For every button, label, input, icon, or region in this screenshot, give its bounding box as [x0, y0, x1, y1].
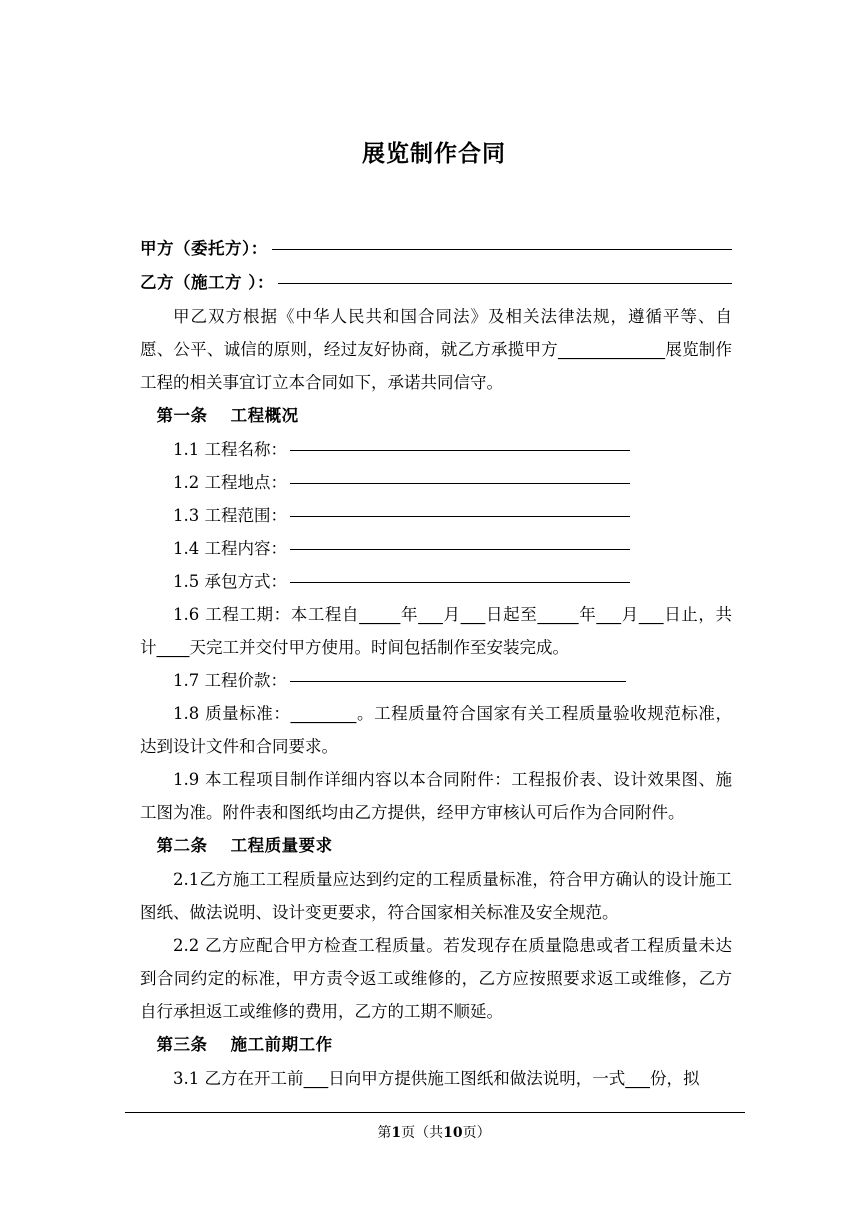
preamble-text-before: 甲乙双方根据《中华人民共和国合同法》及相关法律法规，遵循平等、自愿、公平、诚信的原则，经过友好协商，就乙方承揽甲方 — [140, 307, 732, 359]
clause-1-9 — [140, 763, 732, 829]
field-1-4-input[interactable] — [290, 549, 630, 550]
section-3-title: 施工前期工作 — [230, 1035, 333, 1054]
clause-1-8 — [140, 697, 732, 763]
clause-1-6-p4: 日起至 — [485, 605, 538, 624]
clause-1-6-p7: 日止，共计 — [140, 605, 733, 657]
field-1-2-number: 1.2 — [173, 473, 200, 492]
clause-1-6-p5: 年 — [578, 605, 597, 624]
preamble-text-after: 展览制作工程的相关事宜订立本合同如下，承诺共同信守。 — [140, 340, 733, 392]
field-1-4-label: 工程内容： — [204, 539, 287, 558]
field-1-5 — [140, 565, 732, 598]
field-1-2-input[interactable] — [290, 483, 630, 484]
field-1-7 — [140, 664, 732, 697]
clause-1-6-p8: 天完工并交付甲方使用。时间包括制作至安装完成。 — [189, 638, 569, 657]
party-a-label: 甲方（委托方）： — [140, 239, 268, 258]
field-1-1-number: 1.1 — [173, 440, 200, 459]
field-1-4 — [140, 532, 732, 565]
clause-1-8-label: 质量标准： — [205, 704, 291, 723]
clause-1-9-number: 1.9 — [173, 770, 200, 789]
clause-2-2-number: 2.2 — [173, 936, 200, 955]
clause-1-9-text: 本工程项目制作详细内容以本合同附件：工程报价表、设计效果图、施工图为准。附件表和图纸均由乙方提供，经甲方审核认可后作为合同附件。 — [140, 770, 732, 822]
preamble-paragraph — [140, 300, 732, 399]
clause-1-6-p3: 月 — [442, 605, 461, 624]
field-1-7-label: 工程价款： — [204, 671, 287, 690]
document-body — [140, 232, 732, 1095]
section-heading-3 — [140, 1028, 732, 1062]
clause-2-1-number: 2.1 — [173, 870, 200, 889]
clause-1-8-number: 1.8 — [173, 704, 200, 723]
clause-2-1 — [140, 863, 732, 929]
clause-1-6-blank-end-year[interactable]: _____ — [537, 605, 579, 624]
field-1-7-number: 1.7 — [173, 671, 200, 690]
footer-divider — [125, 1112, 745, 1113]
footer-total-pages: 10 — [443, 1125, 463, 1141]
clause-3-1-number: 3.1 — [173, 1069, 200, 1088]
field-1-2-label: 工程地点： — [204, 473, 287, 492]
clause-1-6-p2: 年 — [400, 605, 419, 624]
clause-1-6-blank-end-month[interactable]: ___ — [596, 605, 622, 624]
party-a-line — [140, 232, 732, 266]
clause-1-6-p6: 月 — [621, 605, 639, 624]
party-b-line — [140, 266, 732, 300]
clause-1-6 — [140, 598, 732, 664]
page-title: 展览制作合同 — [362, 140, 506, 167]
field-1-1-input[interactable] — [290, 450, 630, 451]
clause-1-6-blank-total-days[interactable]: ____ — [156, 638, 190, 657]
clause-3-1-p3: 份，拟 — [650, 1069, 700, 1088]
field-1-3-input[interactable] — [290, 516, 630, 517]
section-heading-2 — [140, 829, 732, 863]
party-b-blank-rule[interactable] — [278, 283, 732, 284]
clause-1-8-blank[interactable]: ________ — [290, 704, 357, 723]
clause-1-6-blank-start-day[interactable]: ___ — [460, 605, 486, 624]
clause-3-1 — [140, 1062, 732, 1095]
section-2-title: 工程质量要求 — [230, 836, 333, 855]
section-1-number: 第一条 — [156, 406, 208, 425]
party-a-blank-rule[interactable] — [272, 249, 732, 250]
clause-1-6-blank-end-day[interactable]: ___ — [638, 605, 664, 624]
clause-1-8-text: 。工程质量符合国家有关工程质量验收规范标准，达到设计文件和合同要求。 — [140, 704, 733, 756]
footer-current-page: 1 — [391, 1125, 402, 1141]
clause-1-6-number: 1.6 — [173, 605, 200, 624]
field-1-2 — [140, 466, 732, 499]
clause-1-6-p1: 本工程自 — [290, 605, 360, 624]
section-3-number: 第三条 — [156, 1035, 208, 1054]
footer-suffix: 页） — [462, 1125, 491, 1141]
field-1-3 — [140, 499, 732, 532]
clause-2-1-text: 乙方施工工程质量应达到约定的工程质量标准，符合甲方确认的设计施工图纸、做法说明、设计变更要求，符合国家相关标准及安全规范。 — [140, 870, 732, 922]
clause-3-1-p2: 日向甲方提供施工图纸和做法说明，一式 — [328, 1069, 626, 1088]
field-1-5-number: 1.5 — [173, 572, 200, 591]
footer-prefix: 第 — [377, 1125, 392, 1141]
field-1-7-input[interactable] — [290, 681, 626, 682]
clause-1-6-blank-start-month[interactable]: ___ — [418, 605, 443, 624]
field-1-5-input[interactable] — [290, 582, 630, 583]
clause-3-1-blank-days[interactable]: ___ — [303, 1069, 329, 1088]
clause-3-1-blank-copies[interactable]: ___ — [625, 1069, 650, 1088]
clause-3-1-p1: 乙方在开工前 — [204, 1069, 304, 1088]
field-1-1 — [140, 433, 732, 466]
section-heading-1 — [140, 399, 732, 433]
preamble-blank[interactable]: _____________ — [557, 340, 666, 359]
clause-1-6-label: 工程工期： — [205, 605, 291, 624]
party-b-label: 乙方（施工方 ）： — [140, 273, 274, 292]
field-1-1-label: 工程名称： — [204, 440, 287, 459]
page-number — [0, 1122, 868, 1142]
clause-2-2-text: 乙方应配合甲方检查工程质量。若发现存在质量隐患或者工程质量未达到合同约定的标准，甲方责令返工或维修的，乙方应按照要求返工或维修，乙方自行承担返工或维修的费用，乙方的工期不顺延。 — [140, 936, 732, 1021]
field-1-5-label: 承包方式： — [204, 572, 287, 591]
field-1-3-label: 工程范围： — [204, 506, 287, 525]
section-1-title: 工程概况 — [230, 406, 299, 425]
clause-1-6-blank-start-year[interactable]: _____ — [359, 605, 401, 624]
field-1-3-number: 1.3 — [173, 506, 200, 525]
clause-2-2 — [140, 929, 732, 1028]
section-2-number: 第二条 — [156, 836, 208, 855]
field-1-4-number: 1.4 — [173, 539, 200, 558]
footer-middle: 页（共 — [401, 1125, 444, 1141]
